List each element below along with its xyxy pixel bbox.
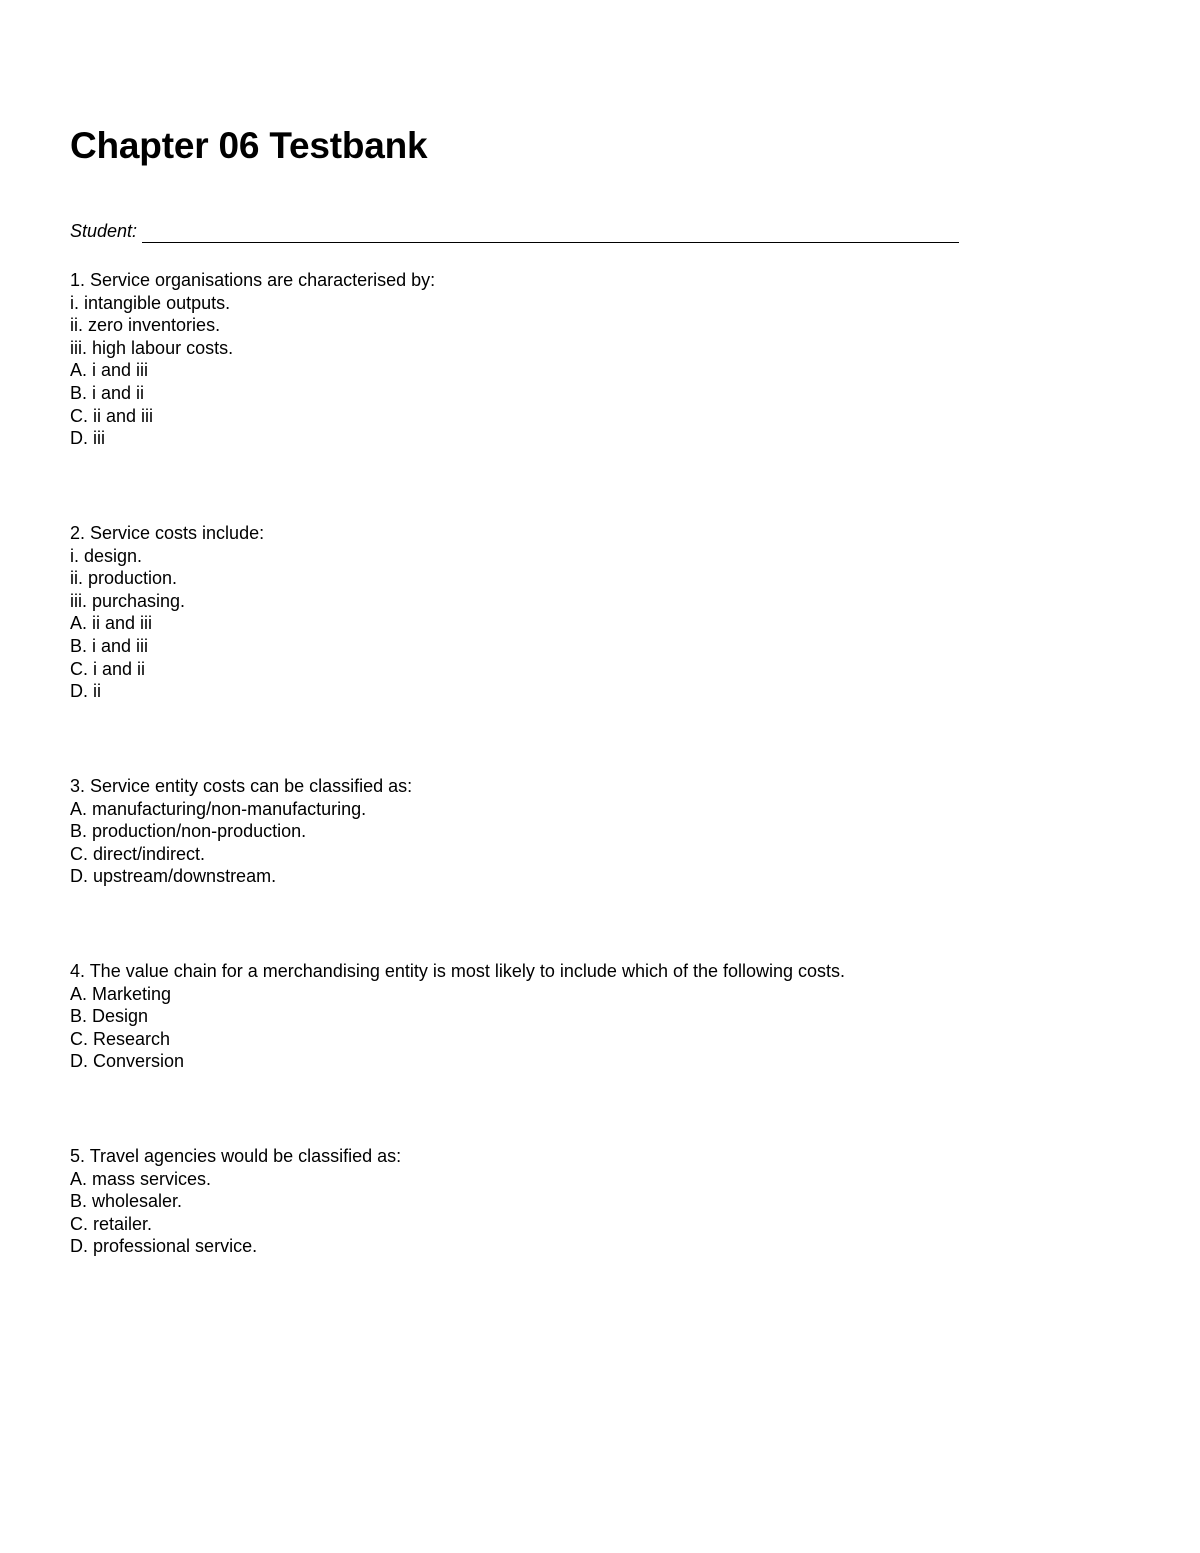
answer-option: C. retailer. (70, 1213, 153, 1234)
answer-option: D. ii (70, 681, 101, 702)
answer-option: C. Research (70, 1028, 171, 1049)
question-stem: 2. Service costs include: (70, 523, 265, 543)
answer-option: C. i and ii (70, 658, 146, 679)
question-1 (70, 269, 435, 450)
answer-option: A. mass services. (70, 1168, 212, 1189)
answer-option: B. Design (70, 1006, 149, 1027)
question-2 (70, 522, 264, 703)
answer-option: A. i and iii (70, 360, 149, 381)
answer-option: D. Conversion (70, 1051, 185, 1072)
question-stem: 5. Travel agencies would be classified as: (70, 1146, 402, 1166)
question-4 (70, 960, 845, 1073)
answer-option: D. professional service. (70, 1236, 258, 1257)
answer-option: B. wholesaler. (70, 1191, 183, 1212)
answer-option: D. iii (70, 428, 105, 449)
answer-option: B. i and iii (70, 635, 149, 656)
answer-option: A. Marketing (70, 983, 172, 1004)
answer-option: D. upstream/downstream. (70, 866, 277, 887)
answer-option: A. manufacturing/non-manufacturing. (70, 798, 367, 819)
question-stem: 4. The value chain for a merchandising entity is most likely to include which of the following costs. (70, 961, 846, 981)
student-name-blank (142, 222, 959, 243)
answer-option: B. production/non-production. (70, 821, 307, 842)
question-statement: ii. zero inventories. (70, 315, 221, 336)
page-title: Chapter 06 Testbank (70, 125, 428, 166)
question-stem: 3. Service entity costs can be classified as: (70, 776, 413, 796)
question-5 (70, 1145, 401, 1258)
question-statement: ii. production. (70, 568, 178, 589)
student-name-line (70, 220, 959, 243)
answer-option: C. direct/indirect. (70, 843, 206, 864)
question-3 (70, 775, 412, 888)
answer-option: A. ii and iii (70, 613, 153, 634)
question-statement: i. design. (70, 545, 143, 566)
answer-option: B. i and ii (70, 382, 145, 403)
question-statement: iii. purchasing. (70, 590, 186, 611)
question-stem: 1. Service organisations are characterised by: (70, 270, 436, 290)
question-statement: i. intangible outputs. (70, 292, 231, 313)
student-label: Student: (70, 221, 138, 241)
answer-option: C. ii and iii (70, 405, 154, 426)
question-statement: iii. high labour costs. (70, 337, 234, 358)
